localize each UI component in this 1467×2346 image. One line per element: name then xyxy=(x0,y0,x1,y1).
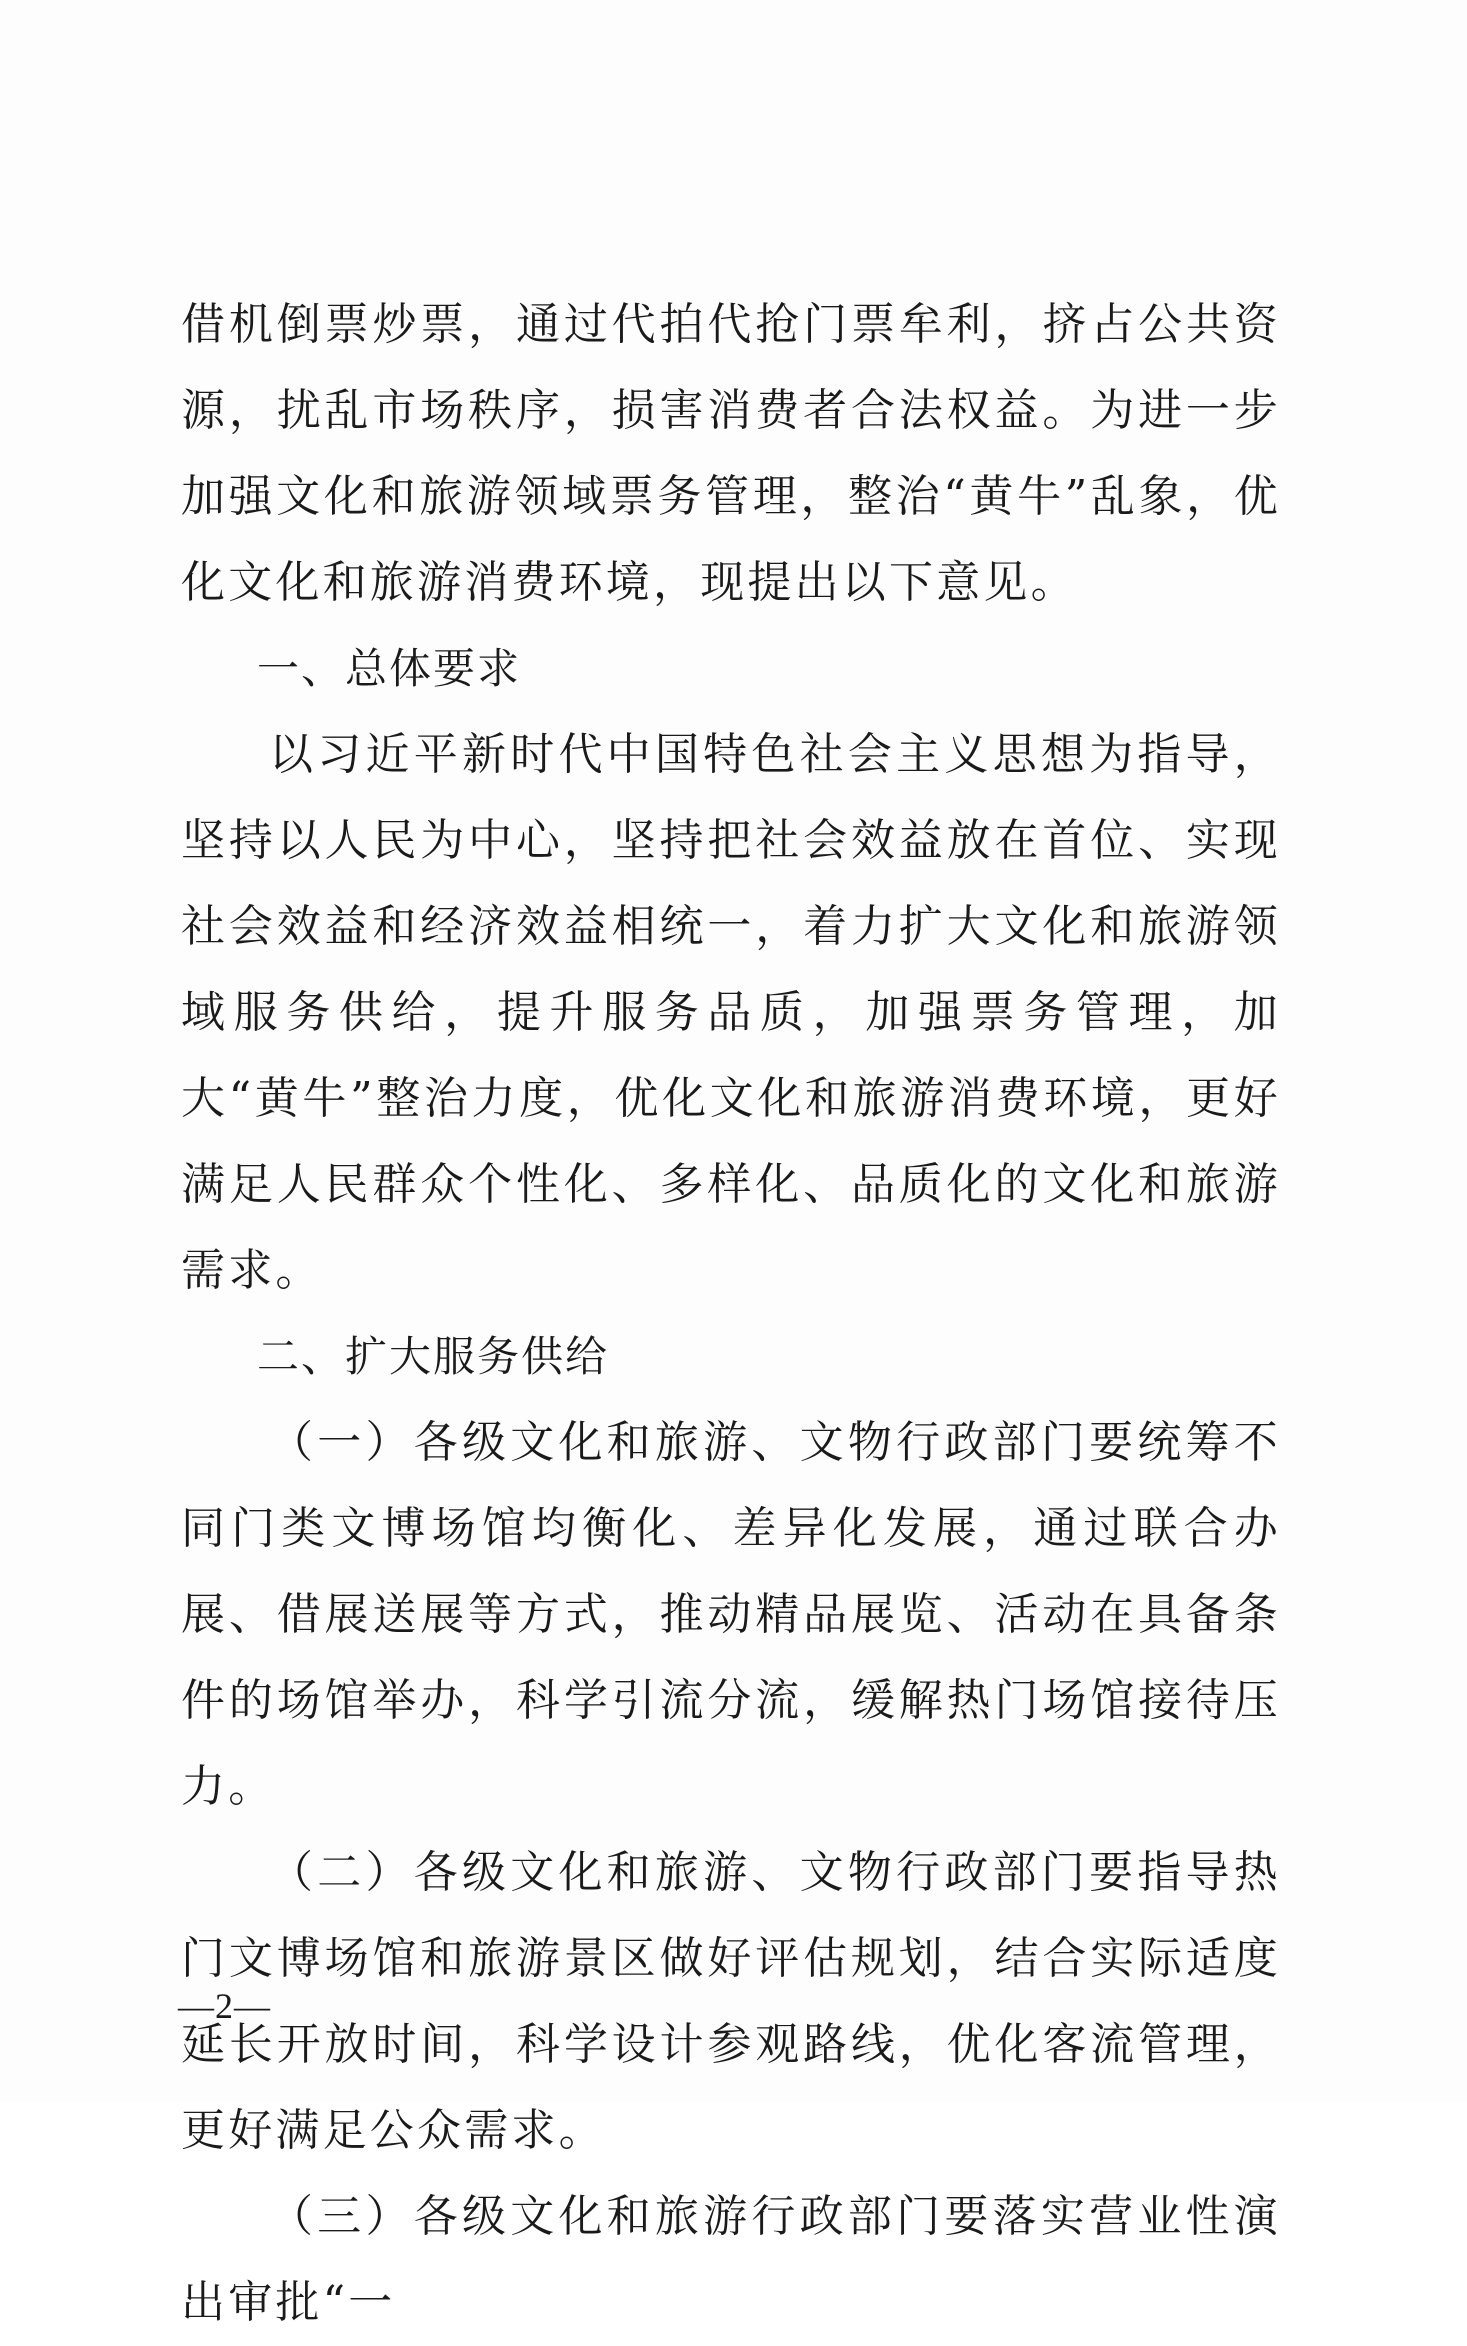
document-body xyxy=(181,282,1281,2346)
heading-expand-service-supply: 二、扩大服务供给 xyxy=(257,1332,610,1381)
paragraph-intro-continued: 借机倒票炒票，通过代拍代抢门票牟利，挤占公共资源，扰乱市场秩序，损害消费者合法权益。为进一步加强文化和旅游领域票务管理，整治“黄牛”乱象，优化文化和旅游消费环境，现提出以下意见。 xyxy=(181,299,1281,608)
page-number: —2— xyxy=(178,1986,271,2026)
paragraph-item-1: （一）各级文化和旅游、文物行政部门要统筹不同门类文博场馆均衡化、差异化发展，通过联合办展、借展送展等方式，推动精品展览、活动在具备条件的场馆举办，科学引流分流，缓解热门场馆接待压力。 xyxy=(181,1417,1281,1812)
paragraph-item-3: （三）各级文化和旅游行政部门要落实营业性演出审批“一 xyxy=(181,2191,1281,2328)
paragraph-item-2: （二）各级文化和旅游、文物行政部门要指导热门文博场馆和旅游景区做好评估规划，结合实际适度延长开放时间，科学设计参观路线，优化客流管理，更好满足公众需求。 xyxy=(181,1847,1281,2156)
paragraph-general-requirements: 以习近平新时代中国特色社会主义思想为指导，坚持以人民为中心，坚持把社会效益放在首位、实现社会效益和经济效益相统一，着力扩大文化和旅游领域服务供给，提升服务品质，加强票务管理，加大“黄牛”整治力度，优化文化和旅游消费环境，更好满足人民群众个性化、多样化、品质化的文化和旅游需求。 xyxy=(181,729,1281,1296)
heading-general-requirements: 一、总体要求 xyxy=(257,644,522,693)
